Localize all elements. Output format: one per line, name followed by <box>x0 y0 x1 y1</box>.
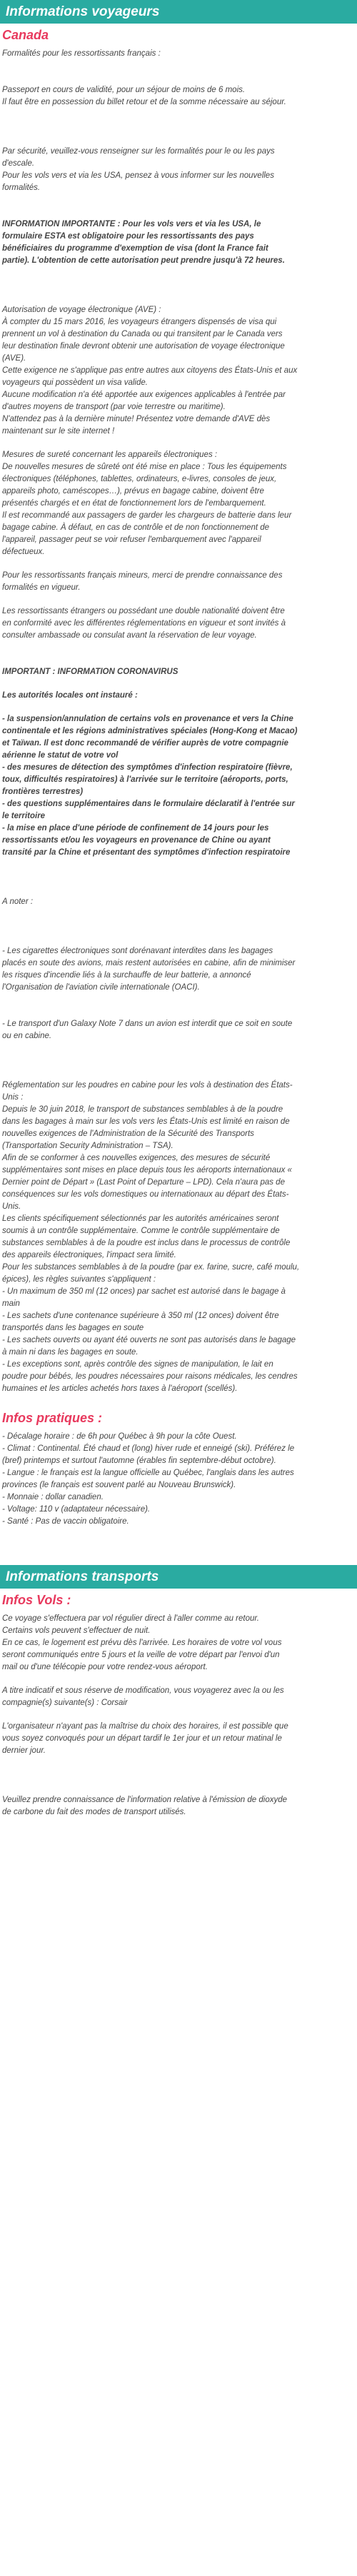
text-line: - la mise en place d'une période de confinement de 14 jours pour les <box>2 824 269 832</box>
spacer <box>2 267 355 304</box>
spacer <box>2 109 355 146</box>
text-line: main <box>2 1299 20 1308</box>
spacer <box>2 908 355 945</box>
spacer <box>2 994 355 1018</box>
text-line: A titre indicatif et sous réserve de modification, vous voyagerez avec la ou les <box>2 1686 284 1695</box>
text-line: Autorisation de voyage électronique (AVE) : <box>2 306 161 314</box>
text-line: - la suspension/annulation de certains vols en provenance et vers la Chine <box>2 715 293 723</box>
text-line: en conformité avec les différentes réglementations en vigueur et sont invités à <box>2 619 286 628</box>
spacer <box>2 1674 355 1685</box>
section-banner: Informations voyageurs <box>0 0 357 24</box>
text-line: - Voltage: 110 v (adaptateur nécessaire). <box>2 1505 151 1514</box>
text-line: soumis à un contrôle supplémentaire. Comme le contrôle supplémentaire de <box>2 1227 280 1235</box>
text-line: Ce voyage s'effectuera par vol régulier direct à l'aller comme au retour. <box>2 1614 259 1623</box>
subsection-heading: Infos pratiques : <box>2 1411 103 1425</box>
text-line: Les clients spécifiquement sélectionnés par les autorités américaines seront <box>2 1214 279 1223</box>
text-line: À compter du 15 mars 2016, les voyageurs étrangers dispensés de visa qui <box>2 318 277 326</box>
text-line: défectueux. <box>2 548 45 556</box>
spacer <box>2 60 355 84</box>
text-line: Unis. <box>2 1202 21 1211</box>
text-line: le territoire <box>2 812 46 820</box>
text-line: leur destination finale devront obtenir une autorisation de voyage électronique <box>2 342 285 351</box>
text-line: Pour les vols vers et via les USA, pensez à vous informer sur les nouvelles <box>2 171 274 180</box>
text-line: Afin de se conformer à ces nouvelles exigences, des mesures de sécurité <box>2 1154 271 1162</box>
text-line: d'autres moyens de transport (par voie terrestre ou maritime). <box>2 403 226 411</box>
text-line: nouvelles exigences de l'Administration de la Sécurité des Transports <box>2 1129 254 1138</box>
text-line: placés en soute des avions, mais restent autorisées en cabine, afin de minimiser <box>2 959 296 967</box>
text-line: Les autorités locales ont instauré : <box>2 691 138 700</box>
text-line: vous soyez convoqués pour un départ tardif le 1er jour et un retour matinal le <box>2 1734 282 1743</box>
text-line: - Le transport d'un Galaxy Note 7 dans un avion est interdit que ce soit en soute <box>2 1020 293 1028</box>
spacer <box>2 642 355 666</box>
text-line: Mesures de sureté concernant les appareils électroniques : <box>2 451 218 459</box>
spacer <box>0 1528 357 1565</box>
text-line: De nouvelles mesures de sûreté ont été mise en place : Tous les équipements <box>2 463 287 471</box>
text-line: - Les sachets d'une contenance supérieure à 350 ml (12 onces) doivent être <box>2 1312 279 1320</box>
text-line: présentés chargés et en état de fonctionnement lors de l'embarquement. <box>2 499 266 508</box>
subsection-heading: Canada <box>2 28 49 42</box>
text-line: - des mesures de détection des symptômes d'infection respiratoire (fièvre, <box>2 763 293 772</box>
spacer <box>2 1709 355 1721</box>
text-block <box>0 1431 357 1528</box>
spacer <box>2 594 355 605</box>
text-line: IMPORTANT : INFORMATION CORONAVIRUS <box>2 668 178 676</box>
text-line: provinces (le français est souvent parlé au Nouveau Brunswick). <box>2 1481 236 1489</box>
text-line: ou en cabine. <box>2 1032 52 1040</box>
text-line: dans les bagages à main sur les vols vers les États-Unis est limité en raison de <box>2 1117 290 1126</box>
text-line: et Taïwan. Il est donc recommandé de vérifier auprès de votre compagnie <box>2 739 288 748</box>
spacer <box>2 678 355 690</box>
text-line: conséquences sur les vols domestiques ou internationaux au départ des États- <box>2 1190 289 1199</box>
text-line: Veuillez prendre connaissance de l'information relative à l'émission de dioxyde <box>2 1796 288 1804</box>
text-line: supplémentaires sont mises en place depuis tous les aéroports internationaux « <box>2 1166 292 1174</box>
text-line: INFORMATION IMPORTANTE : Pour les vols vers et via les USA, le <box>2 220 261 228</box>
text-line: consulter ambassade ou consulat avant la réservation de leur voyage. <box>2 631 257 640</box>
text-line: appareils photo, caméscopes…), prévus en bagage cabine, doivent être <box>2 487 264 495</box>
text-line: dernier jour. <box>2 1746 46 1755</box>
text-line: des appareils électroniques, l'impact sera limité. <box>2 1251 176 1259</box>
text-line: Il faut être en possession du billet retour et de la somme nécessaire au séjour. <box>2 98 286 106</box>
text-line: formulaire ESTA est obligatoire pour les ressortissants des pays <box>2 232 254 241</box>
spacer <box>2 558 355 570</box>
text-line: substances semblables à de la poudre est inclus dans le processus de contrôle <box>2 1239 291 1247</box>
text-line: compagnie(s) suivante(s) : Corsair <box>2 1699 128 1707</box>
text-block <box>0 1613 357 1818</box>
text-line: - des questions supplémentaires dans le formulaire déclaratif à l'entrée sur <box>2 800 295 808</box>
text-line: Passeport en cours de validité, pour un séjour de moins de 6 mois. <box>2 86 246 94</box>
text-line: poudre pour bébés, les poudres nécessaires pour raisons médicales, les cendres <box>2 1372 298 1381</box>
text-line: épices), les règles suivantes s'appliquent : <box>2 1275 156 1284</box>
text-line: Aucune modification n'a été apportée aux exigences applicables à l'entrée par <box>2 391 286 399</box>
section-banner: Informations transports <box>0 1565 357 1589</box>
text-line: Réglementation sur les poudres en cabine pour les vols à destination des États- <box>2 1081 293 1090</box>
text-line: - Les exceptions sont, après contrôle des signes de manipulation, le lait en <box>2 1360 273 1369</box>
text-line: - Les sachets ouverts ou ayant été ouverts ne sont pas autorisés dans le bagage <box>2 1336 296 1344</box>
text-line: Pour les substances semblables à de la poudre (par ex. farine, sucre, café moulu, <box>2 1263 300 1272</box>
text-line: En ce cas, le logement est prévu dès l'arrivée. Les horaires de votre vol vous <box>2 1639 282 1647</box>
text-line: Par sécurité, veuillez-vous renseigner sur les formalités pour le ou les pays <box>2 147 275 156</box>
text-line: l'Organisation de l'aviation civile internationale (OACI). <box>2 983 200 992</box>
text-line: - Un maximum de 350 ml (12 onces) par sachet est autorisé dans le bagage à <box>2 1287 286 1296</box>
text-line: (bref) printemps et surtout l'automne (érables fin septembre-début octobre). <box>2 1456 276 1465</box>
text-line: transportés dans les bagages en soute <box>2 1324 144 1332</box>
text-line: L'organisateur n'ayant pas la maîtrise du choix des horaires, il est possible que <box>2 1722 288 1731</box>
text-line: toux, difficultés respiratoires) à l'arrivée sur le territoire (aéroports, ports, <box>2 775 288 784</box>
text-line: d'escale. <box>2 159 35 168</box>
text-line: seront communiqués entre 5 jours et la veille de votre départ par l'envoi d'un <box>2 1651 280 1659</box>
text-line: Unis : <box>2 1093 24 1102</box>
spacer <box>2 702 355 713</box>
text-line: Il est recommandé aux passagers de garder les chargeurs de batterie dans leur <box>2 511 292 520</box>
text-line: - Langue : le français est la langue officielle au Québec, l'anglais dans les autres <box>2 1469 294 1477</box>
text-line: maintenant sur le site internet ! <box>2 427 115 436</box>
text-line: ressortissants et/ou les voyageurs en provenance de Chine ou ayant <box>2 836 271 845</box>
text-line: Pour les ressortissants français mineurs, merci de prendre connaissance des <box>2 571 283 580</box>
text-line: - Décalage horaire : de 6h pour Québec à 9h pour la côte Ouest. <box>2 1432 237 1441</box>
text-line: bagage cabine. À défaut, en cas de contrôle et de non fonctionnement de <box>2 523 270 532</box>
text-line: bénéficiaires du programme d'exemption de visa (dont la France fait <box>2 244 268 253</box>
spacer <box>0 1395 357 1407</box>
subsection-heading: Infos Vols : <box>2 1593 71 1607</box>
text-line: les risques d'incendie liés à la surchauffe de leur batterie, a annoncé <box>2 971 251 980</box>
text-line: Les ressortissants étrangers ou possédant une double nationalité doivent être <box>2 607 285 615</box>
text-line: électroniques (téléphones, tablettes, ordinateurs, e-livres, consoles de jeux, <box>2 475 277 483</box>
text-line: prennent un vol à destination du Canada ou qui transitent par le Canada vers <box>2 330 283 338</box>
text-line: N'attendez pas à la dernière minute! Présentez votre demande d'AVE dès <box>2 415 271 423</box>
text-line: de carbone du fait des modes de transport utilisés. <box>2 1808 186 1816</box>
text-line: Formalités pour les ressortissants français : <box>2 49 161 58</box>
text-line: voyageurs qui possèdent un visa valide. <box>2 378 148 387</box>
spacer <box>2 1042 355 1080</box>
text-line: - Les cigarettes électroniques sont dorénavant interdites dans les bagages <box>2 947 273 955</box>
text-line: transité par la Chine et présentant des symptômes d'infection respiratoire <box>2 848 291 857</box>
text-line: mail ou d'une télécopie pour votre rendez-vous aéroport. <box>2 1663 208 1671</box>
text-line: humaines et les articles achetés hors taxes à l'aéroport (scellés). <box>2 1384 238 1393</box>
text-line: aérienne le statut de votre vol <box>2 751 119 760</box>
text-line: - Monnaie : dollar canadien. <box>2 1493 104 1501</box>
text-block <box>0 48 357 1395</box>
spacer <box>2 859 355 896</box>
text-line: (Transportation Security Administration – TSA). <box>2 1142 174 1150</box>
text-line: frontières terrestres) <box>2 788 84 796</box>
text-line: partie). L'obtention de cette autorisation peut prendre jusqu'à 72 heures. <box>2 256 285 265</box>
text-line: Certains vols peuvent s'effectuer de nuit. <box>2 1626 151 1635</box>
spacer <box>0 1818 357 1830</box>
text-line: continentale et les régions administratives spéciales (Hong-Kong et Macao) <box>2 727 298 735</box>
spacer <box>2 194 355 218</box>
text-line: formalités. <box>2 183 41 192</box>
text-line: (AVE). <box>2 354 26 363</box>
text-line: Cette exigence ne s'applique pas entre autres aux citoyens des États-Unis et aux <box>2 366 298 375</box>
text-line: Depuis le 30 juin 2018, le transport de substances semblables à de la poudre <box>2 1105 283 1114</box>
spacer <box>2 1757 355 1794</box>
text-line: Dernier point de Départ » (Last Point of Departure – LPD). Cela n'aura pas de <box>2 1178 285 1187</box>
text-line: l'appareil, passager peut se voir refuser l'embarquement avec l'appareil <box>2 535 261 544</box>
text-line: à main ni dans les bagages en soute. <box>2 1348 139 1357</box>
text-line: - Santé : Pas de vaccin obligatoire. <box>2 1517 129 1526</box>
text-line: A noter : <box>2 897 34 906</box>
text-line: - Climat : Continental. Été chaud et (long) hiver rude et enneigé (ski). Préférez le <box>2 1444 295 1453</box>
spacer <box>2 438 355 449</box>
text-line: formalités en vigueur. <box>2 583 81 592</box>
